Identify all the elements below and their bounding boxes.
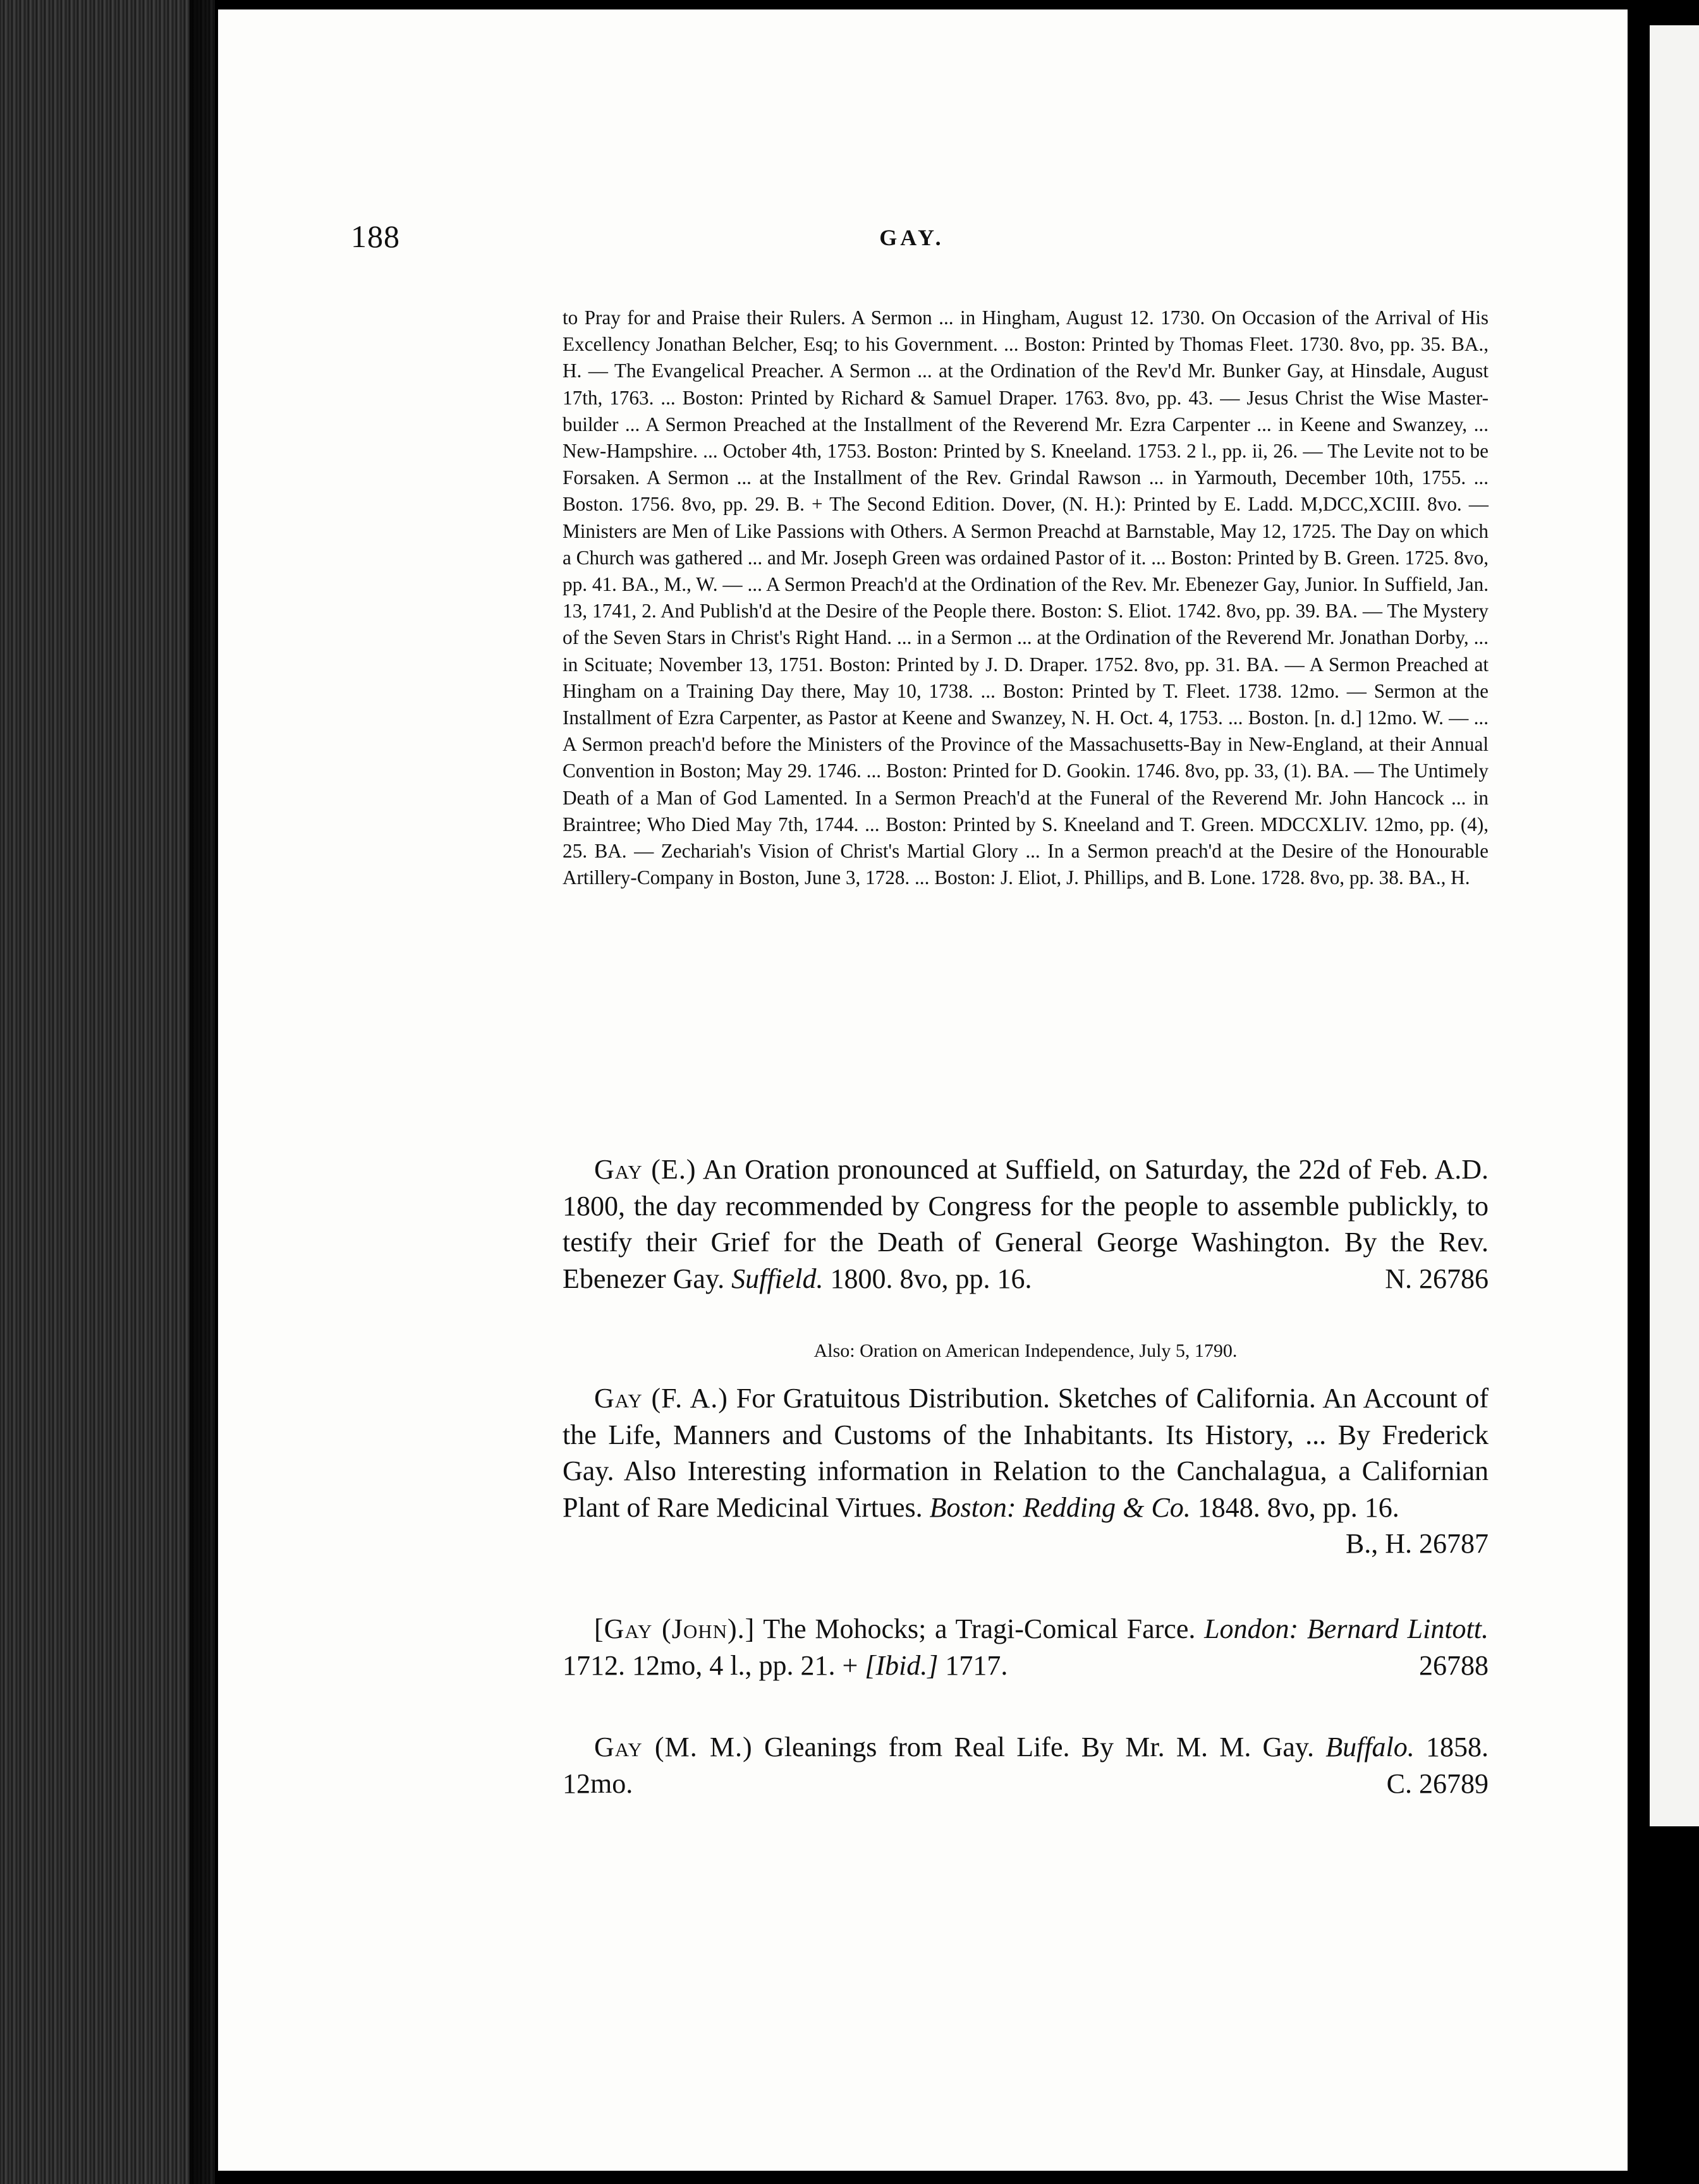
entry-imprint: 1848. 8vo, pp. 16.	[1197, 1491, 1399, 1523]
also-note: Also: Oration on American Independence, July 5, 1790.	[813, 1340, 1238, 1361]
entry-text: An Oration pronounced at Suffield, on Saturday, the 22d of Feb. A.D. 1800, the day recommended by Congress for the people to assemble publickly, to testify their Grief for the Death of General George Washington. By the Rev. Ebenezer Gay.	[563, 1154, 1489, 1294]
continuation-text-block	[563, 305, 1489, 891]
running-title: GAY.	[879, 225, 944, 250]
entry-gay-e	[563, 1151, 1489, 1297]
next-page-sliver	[1650, 25, 1699, 1826]
entry-gay-john	[563, 1611, 1489, 1684]
entry-number: C. 26789	[1386, 1768, 1489, 1799]
entry-imprint-place: Buffalo.	[1325, 1732, 1415, 1762]
page-number: 188	[351, 219, 400, 254]
entry-number: B., H. 26787	[1345, 1528, 1489, 1559]
entry-ibid: [Ibid.]	[865, 1649, 939, 1681]
entry-text: For Gratuitous Distribution. Sketches of California. An Account of the Life, Manners and Customs of the Inhabitants. Its History, ... By Frederick Gay. Also Interesting information in Relation to the Canchalagua, a Californian Plant of Rare Medicinal Virtues.	[563, 1383, 1489, 1523]
entry-gay-fa	[563, 1380, 1489, 1562]
running-head	[351, 218, 1473, 262]
book-edge	[0, 0, 215, 2184]
entry-number: N. 26786	[1385, 1263, 1489, 1294]
entry-imprint: 1800. 8vo, pp. 16.	[830, 1263, 1032, 1294]
entry-imprint: 1858. 12mo.	[563, 1732, 1489, 1799]
continuation-text: to Pray for and Praise their Rulers. A Sermon ... in Hingham, August 12. 1730. On Occasion of the Arrival of His Excellency Jonathan Belcher, Esq; to his Government. ... Boston: Printed by Thomas Fleet. 1730. 8vo, pp. 35. BA., H. — The Evangelical Preacher. A Sermon ... at the Ordination of the Rev'd Mr. Bunker Gay, at Hinsdale, August 17th, 1763. ... Boston: Printed by Richard & Samuel Draper. 1763. 8vo, pp. 43. — Jesus Christ the Wise Master-builder ... A Sermon Preached at the Installment of the Reverend Mr. Ezra Carpenter ... in Keene and Swanzey, ... New-Hampshire. ... October 4th, 1753. Boston: Printed by S. Kneeland. 1753. 2 l., pp. ii, 26. — The Levite not to be Forsaken. A Sermon ... at the Installment of the Rev. Grindal Rawson ... in Yarmouth, December 10th, 1755. ... Boston. 1756. 8vo, pp. 29. B. + The Second Edition. Dover, (N. H.): Printed by E. Ladd. M,DCC,XCIII. 8vo. — Ministers are Men of Like Passions with Others. A Sermon Preachd at Barnstable, May 12, 1725. The Day on which a Church was gathered ... and Mr. Joseph Green was ordained Pastor of it. ... Boston: Printed by B. Green. 1725. 8vo, pp. 41. BA., M., W. — ... A Sermon Preach'd at the Ordination of the Rev. Mr. Ebenezer Gay, Junior. In Suffield, Jan. 13, 1741, 2. And Publish'd at the Desire of the People there. Boston: S. Eliot. 1742. 8vo, pp. 39. BA. — The Mystery of the Seven Stars in Christ's Right Hand. ... in a Sermon ... at the Ordination of the Reverend Mr. Jonathan Dorby, ... in Scituate; November 13, 1751. Boston: Printed by J. D. Draper. 1752. 8vo, pp. 31. BA. — A Sermon Preached at Hingham on a Training Day there, May 10, 1738. ... Boston: Printed by T. Fleet. 1738. 12mo. — Sermon at the Installment of Ezra Carpenter, as Pastor at Keene and Swanzey, N. H. Oct. 4, 1753. ... Boston. [n. d.] 12mo. W. — ... A Sermon preach'd before the Ministers of the Province of the Massachusetts-Bay in New-England, at their Annual Convention in Boston; May 29. 1746. ... Boston: Printed for D. Gookin. 1746. 8vo, pp. 33, (1). BA. — The Untimely Death of a Man of God Lamented. In a Sermon Preach'd at the Funeral of the Reverend Mr. John Hancock ... in Braintree; Who Died May 7th, 1744. ... Boston: Printed by S. Kneeland and T. Green. MDCCXLIV. 12mo, pp. (4), 25. BA. — Zechariah's Vision of Christ's Martial Glory ... In a Sermon preach'd at the Desire of the Honourable Artillery-Company in Boston, June 3, 1728. ... Boston: J. Eliot, J. Phillips, and B. Lone. 1728. 8vo, pp. 38. BA., H.	[563, 306, 1489, 889]
entry-imprint-place: Suffield.	[731, 1263, 824, 1294]
entry-heading: Gay (M. M.)	[594, 1732, 753, 1762]
entry-imprint-place: London: Bernard Lintott.	[1204, 1613, 1489, 1644]
entry-heading: Gay (E.)	[594, 1154, 697, 1185]
entry-year: 1717.	[945, 1649, 1008, 1681]
entry-number: 26788	[1419, 1649, 1489, 1681]
entry-imprint: 1712. 12mo, 4 l., pp. 21. +	[563, 1649, 858, 1681]
entry-heading: Gay (F. A.)	[594, 1383, 728, 1414]
entry-text: The Mohocks; a Tragi-Comical Farce.	[763, 1613, 1196, 1644]
entry-gay-mm	[563, 1729, 1489, 1802]
entry-imprint-place: Boston: Redding & Co.	[929, 1491, 1191, 1523]
entry-text: Gleanings from Real Life. By Mr. M. M. Gay.	[764, 1732, 1314, 1762]
entry-heading: [Gay (John).]	[594, 1613, 755, 1644]
